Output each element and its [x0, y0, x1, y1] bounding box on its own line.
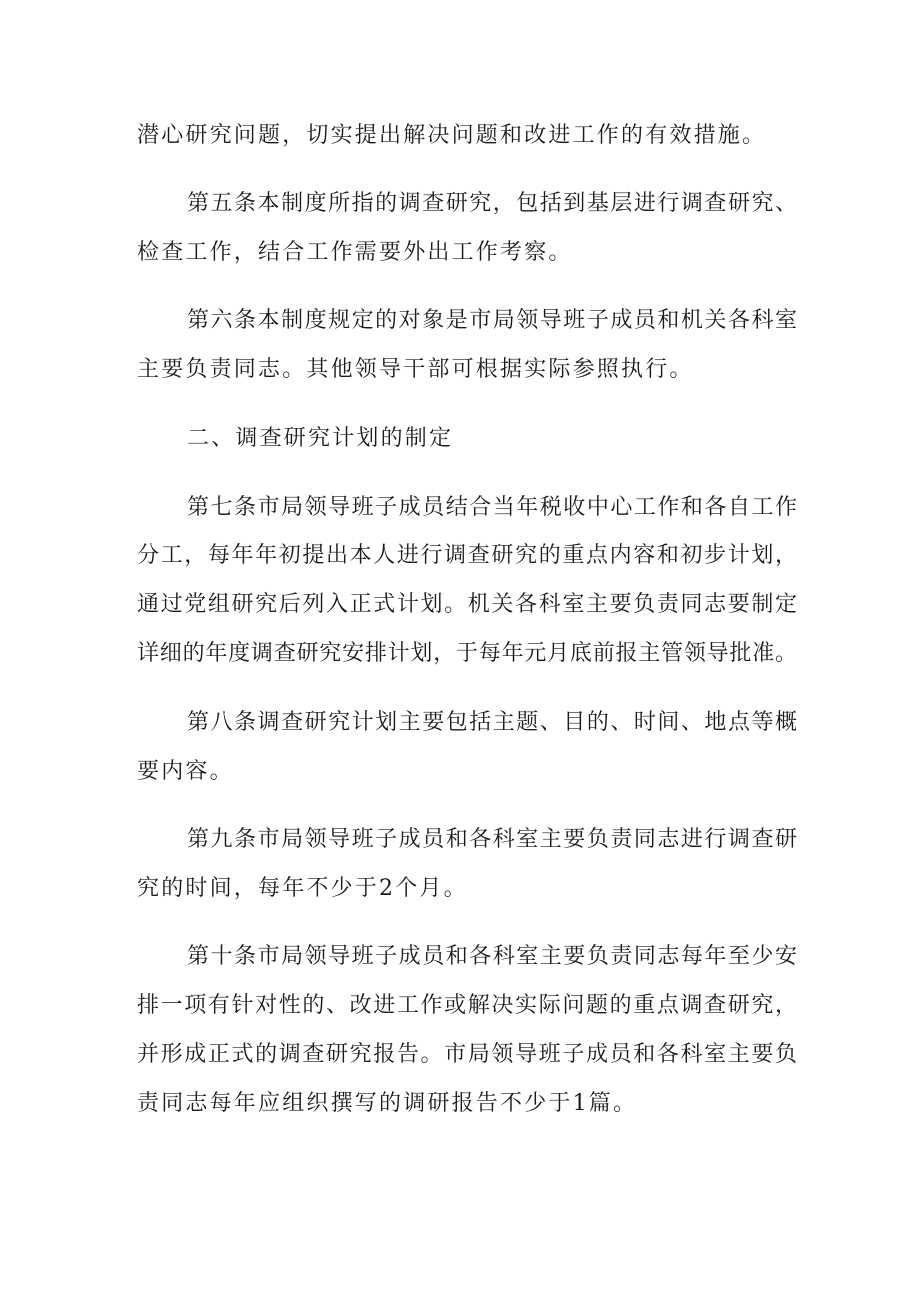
article-8-line-1: 第八条调查研究计划主要包括主题、目的、时间、地点等概 — [187, 710, 797, 735]
article-10-line-4: 责同志每年应组织撰写的调研报告不少于1篇。 — [137, 1091, 638, 1116]
article-10-line-2: 排一项有针对性的、改进工作或解决实际问题的重点调查研究， — [137, 993, 797, 1018]
article-7-line-3: 通过党组研究后列入正式计划。机关各科室主要负责同志要制定 — [137, 592, 797, 617]
article-7-line-1: 第七条市局领导班子成员结合当年税收中心工作和各自工作 — [187, 495, 797, 520]
article-9-line-1: 第九条市局领导班子成员和各科室主要负责同志进行调查研 — [187, 827, 797, 852]
article-5-line-2: 检查工作，结合工作需要外出工作考察。 — [137, 240, 573, 265]
article-7-line-2: 分工，每年年初提出本人进行调查研究的重点内容和初步计划， — [137, 543, 797, 568]
article-7-line-4: 详细的年度调查研究安排计划，于每年元月底前报主管领导批准。 — [137, 641, 797, 666]
article-6-line-1: 第六条本制度规定的对象是市局领导班子成员和机关各科室 — [187, 308, 797, 333]
paragraph-line: 潜心研究问题，切实提出解决问题和改进工作的有效措施。 — [137, 123, 767, 148]
article-6-line-2: 主要负责同志。其他领导干部可根据实际参照执行。 — [137, 357, 694, 382]
article-10-line-1: 第十条市局领导班子成员和各科室主要负责同志每年至少安 — [187, 944, 797, 969]
article-10-line-3: 并形成正式的调查研究报告。市局领导班子成员和各科室主要负 — [137, 1042, 797, 1067]
article-8-line-2: 要内容。 — [137, 759, 234, 784]
article-9-line-2: 究的时间，每年不少于2个月。 — [137, 876, 468, 901]
section-heading: 二、调查研究计划的制定 — [187, 426, 454, 451]
article-5-line-1: 第五条本制度所指的调查研究，包括到基层进行调查研究、 — [187, 191, 797, 216]
